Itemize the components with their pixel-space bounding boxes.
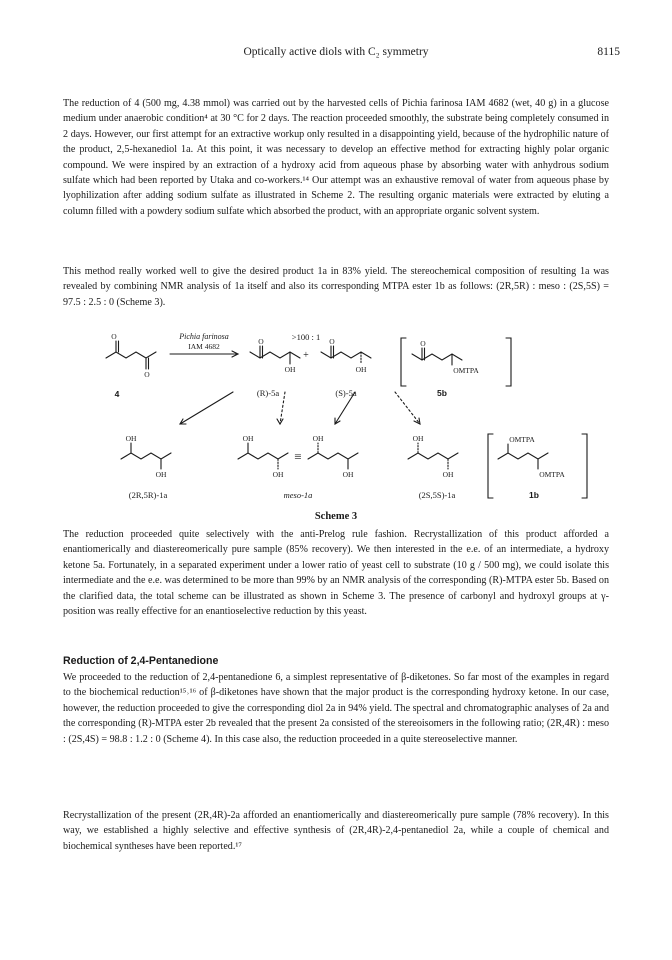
- carbonyl-o-label: O: [420, 339, 426, 348]
- page-number: 8115: [597, 46, 620, 58]
- compound-label-1b: 1b: [529, 490, 539, 500]
- scheme-3-diagram: [0, 328, 672, 510]
- omtpa-label: OMTPA: [509, 435, 535, 444]
- carbonyl-o-label: O: [329, 337, 335, 346]
- hydroxyl-label: OH: [242, 434, 254, 443]
- carbonyl-o-label: O: [111, 332, 117, 341]
- hydroxyl-label: OH: [272, 470, 284, 479]
- equivalence-sign: ≡: [294, 449, 302, 464]
- structure-rr-1a: [121, 443, 171, 469]
- paragraph-method-results: This method really worked well to give the desired product 1a in 83% yield. The stereochemical composition of resulting 1a was revealed by combining NMR analysis of 1a itself and also its corresponding MTPA ester 1b as follows: (2R,5R) : meso : (2S,5S) = 97.5 : 2.5 : 0 (Scheme 3).: [63, 266, 609, 308]
- structure-5b: [401, 338, 511, 386]
- reagent-strain-id: IAM 4682: [188, 342, 220, 351]
- selectivity-ratio: >100 : 1: [291, 332, 321, 342]
- paragraph-anti-prelog: The reduction proceeded quite selectively with the anti-Prelog rule fashion. Recrystallization of this product afforded a enantiomerically and diastereomerically pure sample (85% recovery). We then interested in the e.e. of an intermediate, a hydroxy ketone 5a. Fortunately, in a separated experiment under a lower ratio of yeast cell to substrate (10 g / 500 mg), we could isolate this intermediate and the e.e. was determined to be more than 99% by an NMR analysis of the corresponding (R)-MTPA ester 5b. Based on the clarified data, the total scheme can be illustrated as shown in Scheme 3. The presence of carbonyl and hydroxyl groups at γ-position was really effective for an enantioselective reduction by this yeast.: [63, 529, 609, 618]
- hydroxyl-label: OH: [284, 365, 296, 374]
- compound-label-5b: 5b: [437, 388, 447, 398]
- paragraph-recrystallization: Recrystallization of the present (2R,4R)-2a afforded an enantiomerically and diastereomerically pure sample (78% recovery). In this way, we established a highly selective and effective synthesis of (2R,4R)-2,4-pentanediol 2a, while a couple of chemical and biochemical syntheses have been reported.¹⁷: [63, 810, 609, 852]
- compound-label-s-5a: (S)-5a: [335, 388, 357, 398]
- scheme-caption: Scheme 3: [314, 511, 358, 522]
- compound-label-meso-1a: meso-1a: [283, 490, 313, 500]
- hydroxyl-label: OH: [342, 470, 354, 479]
- hydroxyl-label: OH: [442, 470, 454, 479]
- paragraph-reduction-of-4: The reduction of 4 (500 mg, 4.38 mmol) was carried out by the harvested cells of Pichia farinosa IAM 4682 (wet, 40 g) in a glucose medium under anaerobic condition⁴ at 30 °C for 2 days. The reaction proceeded smoothly, the substrate being completely consumed in 2 days. However, our first attempt for an extractive workup only resulted in a disappointing yield, because of the hydrophilic nature of the product, 2,5-hexanediol 1a. At this point, it was necessary to develop an effective method for extracting highly polar organic compound. We were inspired by an extraction of a hydroxy acid from aqueous phase by absorbing water with anhydrous sodium sulfate which had been reported by Utaka and co-workers.¹⁴ Our attempt was an exhaustive removal of water from aqueous phase by lyophilization after adding sodium sulfate as illustrated in Scheme 2. The resulting organic materials were extracted by eluting a column filled with a powdery sodium sulfate which absorbed the product, with an appropriate organic solvent system.: [63, 98, 609, 217]
- reagent-organism: Pichia farinosa: [179, 332, 229, 341]
- compound-label-r-5a: (R)-5a: [256, 388, 280, 398]
- structure-s-5a: [321, 346, 371, 364]
- carbonyl-o-label: O: [258, 337, 264, 346]
- compound-label-rr-1a: (2R,5R)-1a: [128, 490, 168, 500]
- structure-ss-1a: [408, 443, 458, 469]
- omtpa-label: OMTPA: [539, 470, 565, 479]
- compound-label-ss-1a: (2S,5S)-1a: [418, 490, 456, 500]
- hydroxyl-label: OH: [412, 434, 424, 443]
- omtpa-label: OMTPA: [453, 366, 479, 375]
- structure-4: [106, 341, 156, 369]
- hydroxyl-label: OH: [125, 434, 137, 443]
- running-title: Optically active diols with C₂ symmetry: [243, 46, 429, 58]
- section-heading: Reduction of 2,4-Pentanedione: [63, 655, 219, 667]
- structure-r-5a: [250, 346, 300, 364]
- running-header: [0, 46, 672, 62]
- structure-1b: [488, 434, 587, 498]
- carbonyl-o-label: O: [144, 370, 150, 379]
- compound-label-4: 4: [114, 389, 120, 399]
- paragraph-pentanedione-reduction: We proceeded to the reduction of 2,4-pentanedione 6, a simplest representative of β-diketones. So far most of the examples in regard to the biochemical reduction¹⁵˒¹⁶ of β-diketones have shown that the major product is the corresponding hydroxy ketone. In our case, however, the reduction proceeded to give the corresponding diol 2a in 94% yield. The spectral and chromatographic analyses of 2a and the corresponding (R)-MTPA ester 2b revealed that the present 2a consisted of the stereoisomers in the following ratio; (2R,4R) : meso : (2S,4S) = 98.8 : 1.2 : 0 (Scheme 4). In this case also, the reduction proceeded in a quite stereoselective manner.: [63, 672, 609, 745]
- hydroxyl-label: OH: [155, 470, 167, 479]
- hydroxyl-label: OH: [355, 365, 367, 374]
- hydroxyl-label: OH: [312, 434, 324, 443]
- plus-sign: +: [303, 350, 309, 361]
